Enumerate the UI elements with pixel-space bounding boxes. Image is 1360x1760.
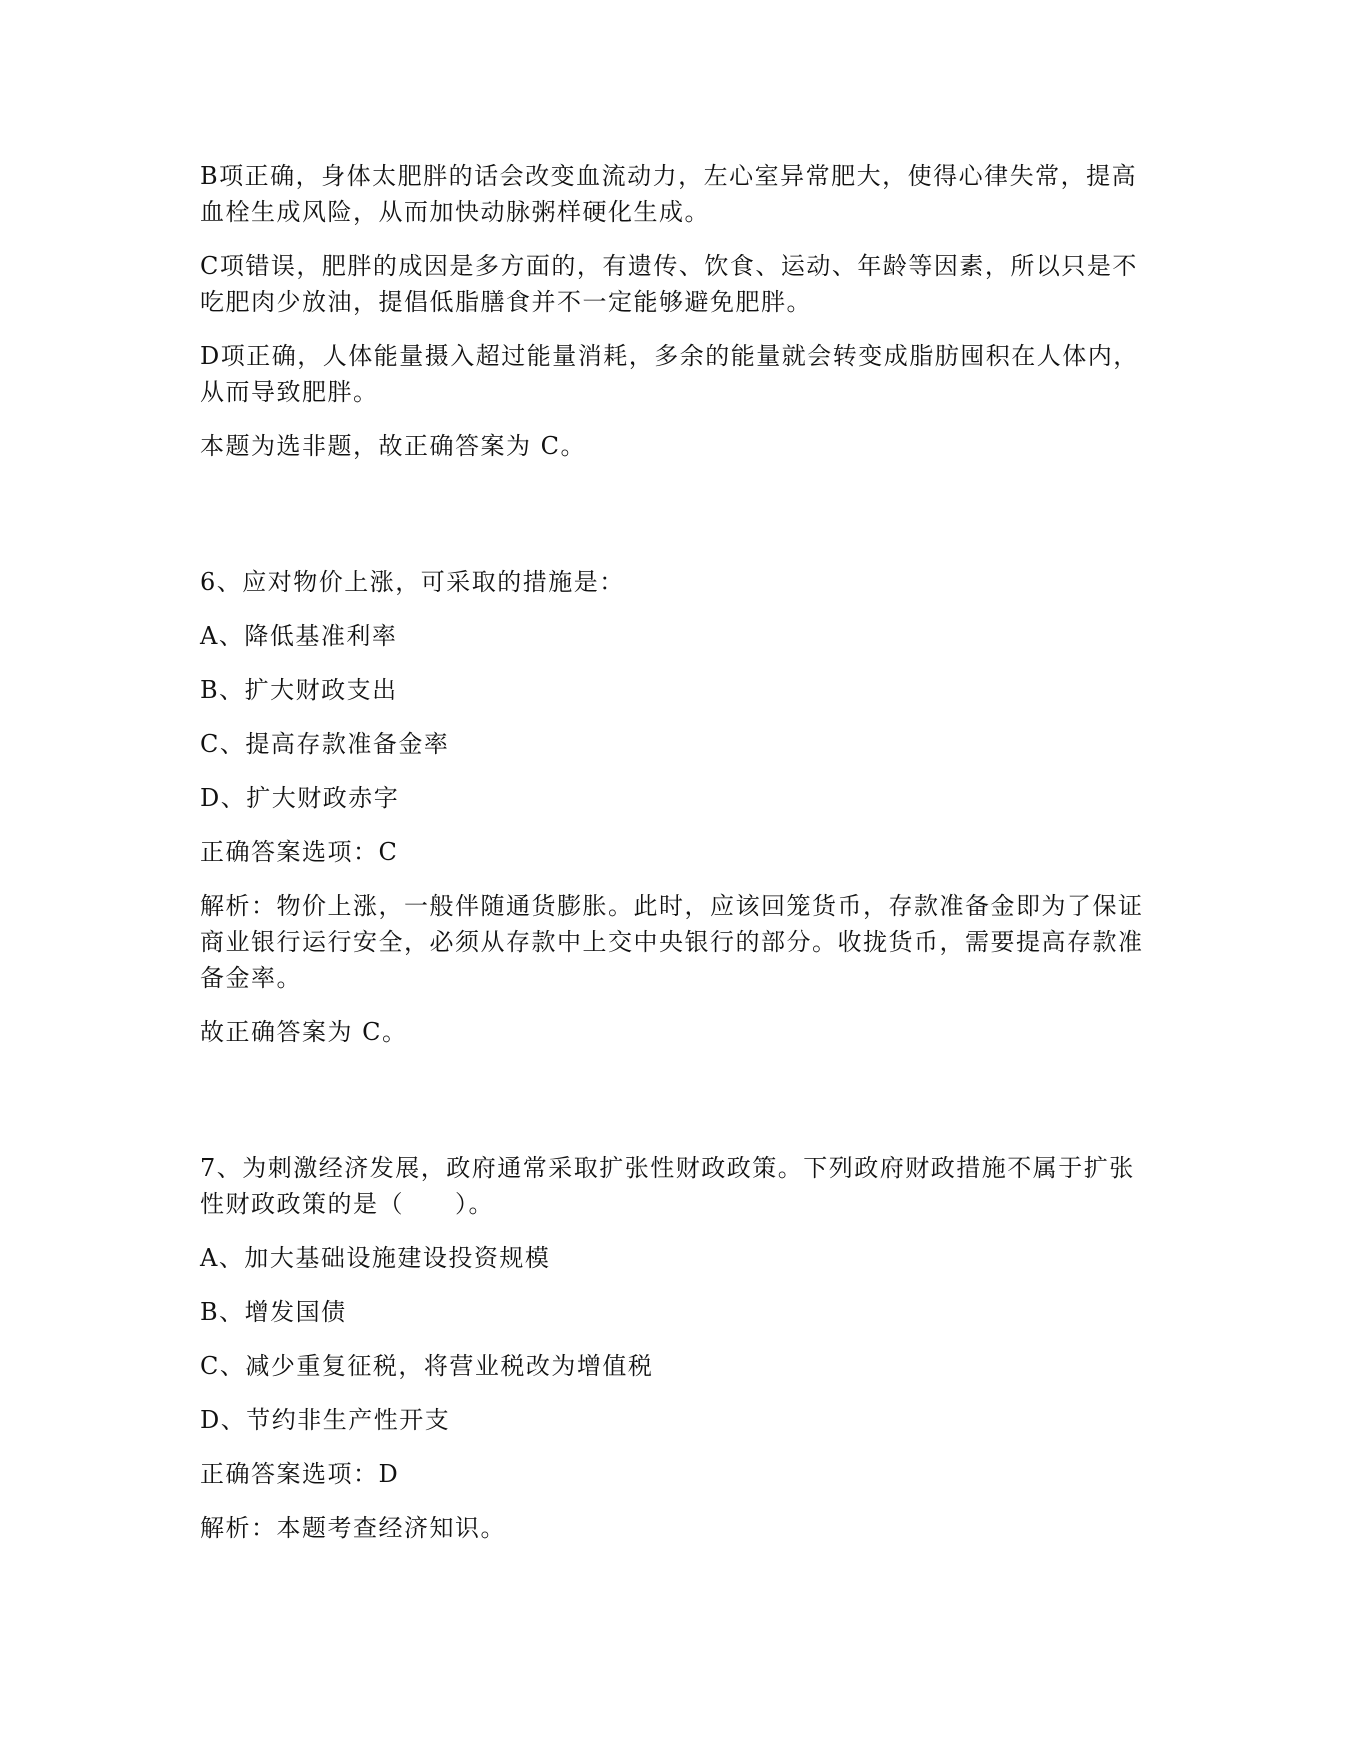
previous-question-analysis: [200, 158, 1160, 464]
analysis: 解析：本题考查经济知识。: [200, 1514, 506, 1542]
analysis: 解析：物价上涨，一般伴随通货膨胀。此时，应该回笼货币，存款准备金即为了保证商业银行运行安全，必须从存款中上交中央银行的部分。收拢货币，需要提高存款准备金率。: [200, 892, 1144, 992]
option-c: C、减少重复征税，将营业税改为增值税: [200, 1352, 654, 1380]
option-c: C、提高存款准备金率: [200, 730, 450, 758]
correct-answer: 正确答案选项：C: [200, 838, 399, 866]
option-b-analysis: B项正确，身体太肥胖的话会改变血流动力，左心室异常肥大，使得心律失常，提高血栓生成风险，从而加快动脉粥样硬化生成。: [200, 162, 1138, 226]
option-a: A、加大基础设施建设投资规模: [200, 1244, 551, 1272]
document-page: [200, 158, 1160, 1546]
analysis-conclusion: 故正确答案为 C。: [200, 1018, 408, 1046]
option-c-analysis: C项错误，肥胖的成因是多方面的，有遗传、饮食、运动、年龄等因素，所以只是不吃肥肉少放油，提倡低脂膳食并不一定能够避免肥胖。: [200, 252, 1138, 316]
option-b: B、扩大财政支出: [200, 676, 398, 704]
question-stem: 7、为刺激经济发展，政府通常采取扩张性财政政策。下列政府财政措施不属于扩张性财政政策的是（ ）。: [200, 1154, 1135, 1218]
analysis-conclusion: 本题为选非题，故正确答案为 C。: [200, 432, 586, 460]
question-stem: 6、应对物价上涨，可采取的措施是：: [200, 568, 625, 596]
option-b: B、增发国债: [200, 1298, 347, 1326]
option-d-analysis: D项正确，人体能量摄入超过能量消耗，多余的能量就会转变成脂肪囤积在人体内，从而导致肥胖。: [200, 342, 1139, 406]
option-d: D、扩大财政赤字: [200, 784, 400, 812]
option-d: D、节约非生产性开支: [200, 1406, 451, 1434]
option-a: A、降低基准利率: [200, 622, 398, 650]
question-7: [200, 1150, 1160, 1546]
question-6: [200, 564, 1160, 1050]
correct-answer: 正确答案选项：D: [200, 1460, 400, 1488]
